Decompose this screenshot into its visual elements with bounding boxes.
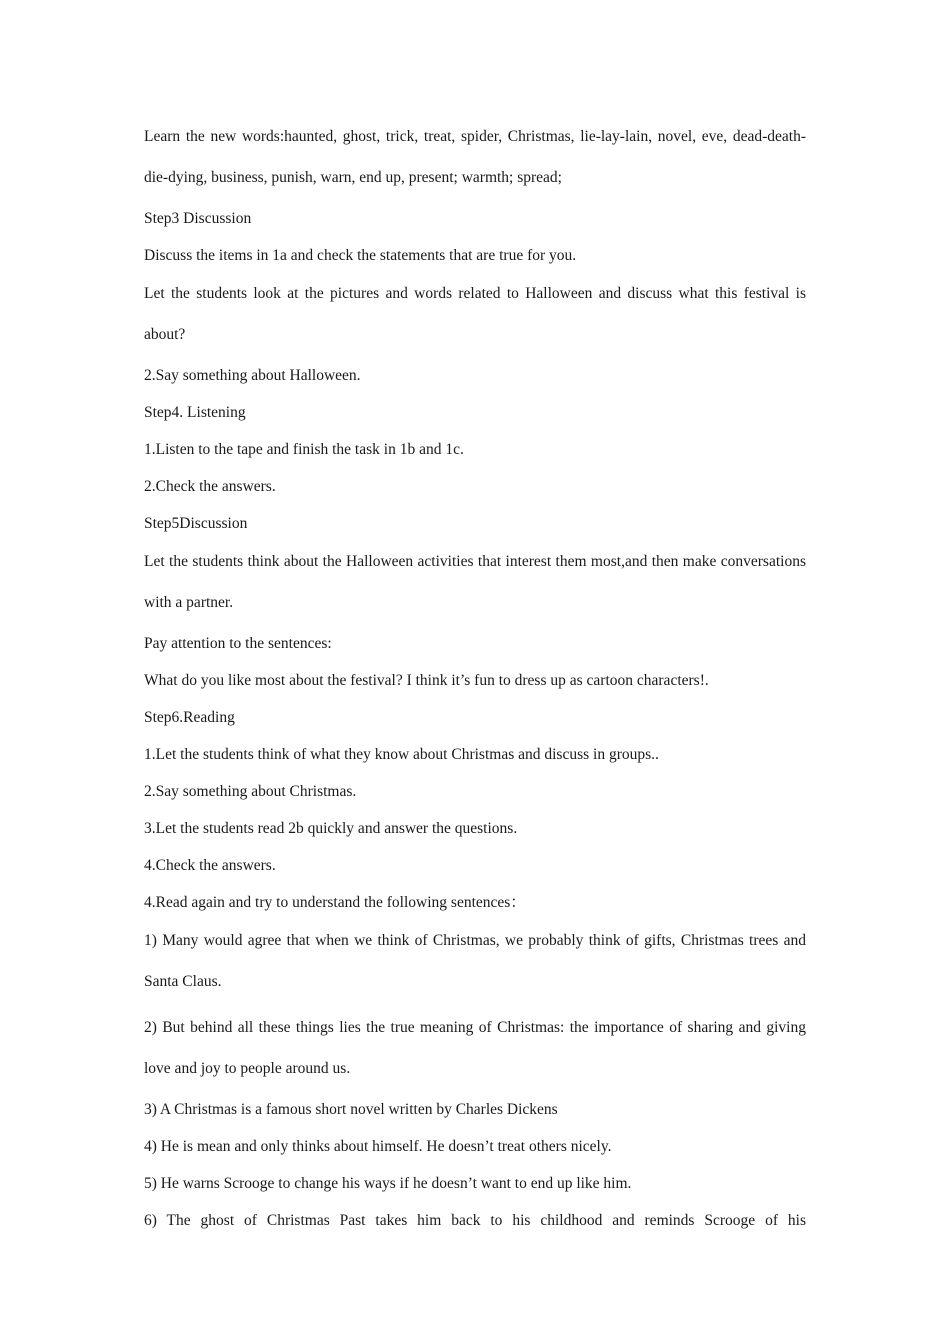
sentence-4: 4) He is mean and only thinks about himself. He doesn’t treat others nicely. [144, 1138, 612, 1155]
text-pay-attention: Pay attention to the sentences: [144, 635, 332, 652]
text-discuss-items: Discuss the items in 1a and check the statements that are true for you. [144, 247, 577, 264]
text-reading-4: 4.Check the answers. [144, 857, 276, 874]
text-listen-tape: 1.Listen to the tape and finish the task in 1b and 1c. [144, 441, 464, 458]
text-reading-2: 2.Say something about Christmas. [144, 783, 357, 800]
sentence-1: 1) Many would agree that when we think of Christmas, we probably think of gifts, Christmas trees and Santa Claus. [144, 932, 806, 990]
text-say-halloween: 2.Say something about Halloween. [144, 367, 361, 384]
text-check-answers: 2.Check the answers. [144, 478, 276, 495]
text-reading-3: 3.Let the students read 2b quickly and answer the questions. [144, 820, 518, 837]
sentence-3: 3) A Christmas is a famous short novel written by Charles Dickens [144, 1101, 558, 1118]
heading-step6: Step6.Reading [144, 709, 235, 726]
heading-step3: Step3 Discussion [144, 210, 252, 227]
text-reading-4b: 4.Read again and try to understand the following sentences： [144, 894, 526, 911]
document-body [144, 124, 806, 1246]
paragraph-halloween-pictures: Let the students look at the pictures and words related to Halloween and discuss what this festival is about? [144, 285, 806, 343]
paragraph-new-words: Learn the new words:haunted, ghost, trick, treat, spider, Christmas, lie-lay-lain, novel, eve, dead-death-die-dying, business, punish, warn, end up, present; warmth; spread; [144, 128, 806, 186]
heading-step4: Step4. Listening [144, 404, 246, 421]
text-example-sentence: What do you like most about the festival? I think it’s fun to dress up as cartoon characters!. [144, 672, 709, 689]
paragraph-halloween-activities: Let the students think about the Halloween activities that interest them most,and then make conversations with a partner. [144, 553, 806, 611]
sentence-6: 6) The ghost of Christmas Past takes him back to his childhood and reminds Scrooge of his [144, 1212, 806, 1229]
heading-step5: Step5Discussion [144, 515, 248, 532]
text-reading-1: 1.Let the students think of what they know about Christmas and discuss in groups.. [144, 746, 659, 763]
sentence-5: 5) He warns Scrooge to change his ways if he doesn’t want to end up like him. [144, 1175, 632, 1192]
sentence-2: 2) But behind all these things lies the true meaning of Christmas: the importance of sharing and giving love and joy to people around us. [144, 1019, 806, 1077]
